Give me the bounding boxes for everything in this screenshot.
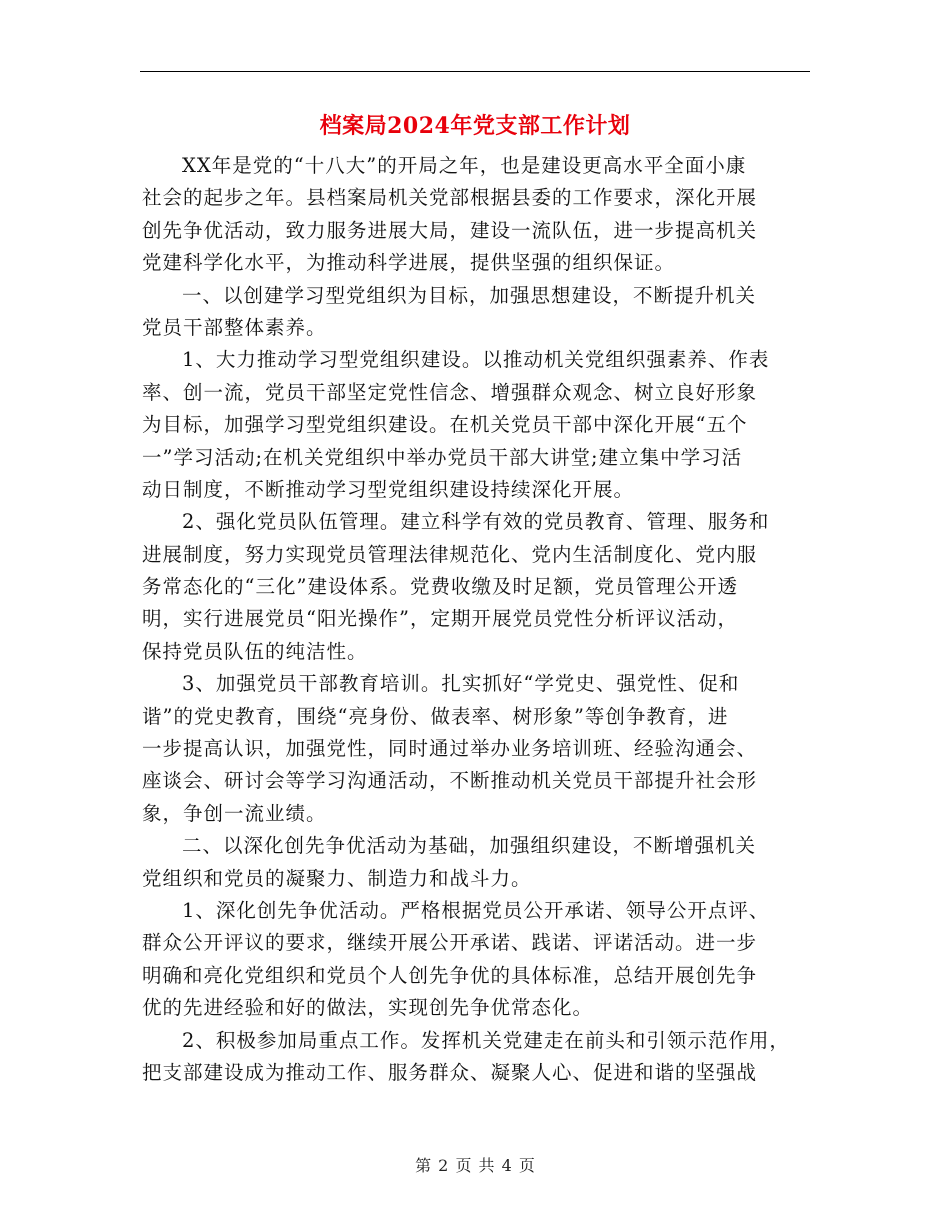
body-line: 保持党员队伍的纯洁性。 — [142, 639, 368, 663]
body-line: 党建科学化水平，为推动科学进展，提供坚强的组织保证。 — [142, 251, 676, 275]
body-line: 2、积极参加局重点工作。发挥机关党建走在前头和引领示范作用， — [182, 1028, 790, 1052]
body-line: 象，争创一流业绩。 — [142, 801, 327, 825]
body-line: 动日制度，不断推动学习型党组织建设持续深化开展。 — [142, 477, 635, 501]
body-line: 率、创一流，党员干部坚定党性信念、增强群众观念、树立良好形象 — [142, 380, 758, 404]
document-body — [142, 150, 812, 1089]
body-line: 3、加强党员干部教育培训。扎实抓好“学党史、强党性、促和 — [182, 672, 740, 696]
body-line: XX年是党的“十八大”的开局之年，也是建设更高水平全面小康 — [182, 154, 747, 177]
body-line: 为目标，加强学习型党组织建设。在机关党员干部中深化开展“五个 — [142, 413, 748, 437]
body-line: 群众公开评议的要求，继续开展公开承诺、践诺、评诺活动。进一步 — [142, 931, 758, 955]
body-line: 谐”的党史教育，围绕“亮身份、做表率、树形象”等创争教育，进 — [142, 704, 729, 728]
section-heading-line: 一、以创建学习型党组织为目标，加强思想建设，不断提升机关 — [182, 283, 757, 307]
section-heading-line: 党员干部整体素养。 — [142, 315, 327, 339]
body-line: 座谈会、研讨会等学习沟通活动，不断推动机关党员干部提升社会形 — [142, 769, 758, 793]
body-line: 务常态化的“三化”建设体系。党费收缴及时足额，党员管理公开透 — [142, 575, 738, 599]
body-line: 2、强化党员队伍管理。建立科学有效的党员教育、管理、服务和 — [182, 510, 770, 534]
body-line: 明确和亮化党组织和党员个人创先争优的具体标准，总结开展创先争 — [142, 963, 758, 987]
section-heading-line: 党组织和党员的凝聚力、制造力和战斗力。 — [142, 866, 532, 890]
body-line: 进展制度，努力实现党员管理法律规范化、党内生活制度化、党内服 — [142, 542, 758, 566]
header-rule — [140, 71, 810, 72]
body-line: 明，实行进展党员“阳光操作”，定期开展党员党性分析评议活动， — [142, 607, 738, 631]
body-line: 把支部建设成为推动工作、服务群众、凝聚人心、促进和谐的坚强战 — [142, 1060, 758, 1084]
page-number: 第 2 页 共 4 页 — [415, 1156, 535, 1175]
body-line: 优的先进经验和好的做法，实现创先争优常态化。 — [142, 996, 594, 1020]
body-line: 1、大力推动学习型党组织建设。以推动机关党组织强素养、作表 — [182, 348, 770, 372]
body-line: 一”学习活动;在机关党组织中举办党员干部大讲堂;建立集中学习活 — [142, 445, 743, 469]
body-line: 社会的起步之年。县档案局机关党部根据县委的工作要求，深化开展 — [142, 186, 758, 210]
document-title: 档案局2024年党支部工作计划 — [319, 113, 631, 139]
body-line: 创先争优活动，致力服务进展大局，建设一流队伍，进一步提高机关 — [142, 218, 758, 242]
body-line: 1、深化创先争优活动。严格根据党员公开承诺、领导公开点评、 — [182, 898, 770, 922]
section-heading-line: 二、以深化创先争优活动为基础，加强组织建设，不断增强机关 — [182, 834, 757, 858]
body-line: 一步提高认识，加强党性，同时通过举办业务培训班、经验沟通会、 — [142, 737, 758, 761]
